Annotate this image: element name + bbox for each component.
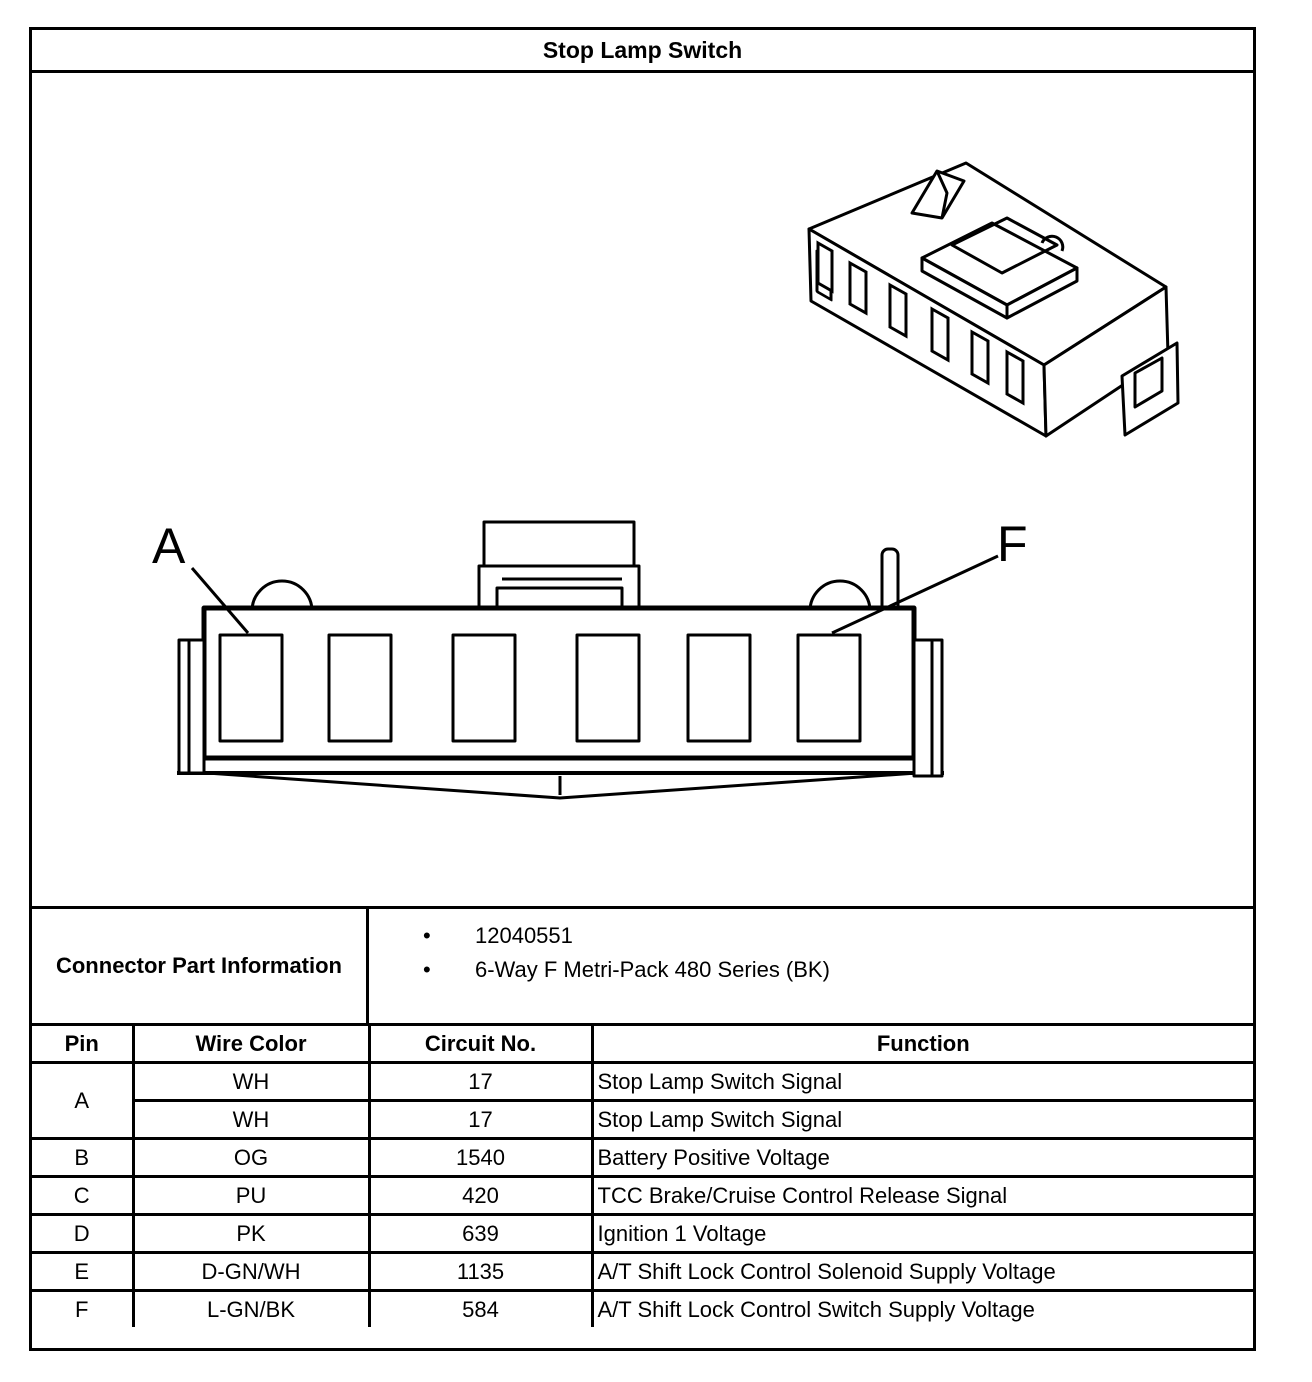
function-cell: TCC Brake/Cruise Control Release Signal: [592, 1177, 1253, 1215]
pin-cell: A: [32, 1063, 133, 1139]
wire-color-cell: WH: [133, 1063, 369, 1101]
function-cell: Ignition 1 Voltage: [592, 1215, 1253, 1253]
connector-info-list: [369, 919, 830, 987]
table-header-row: [32, 1025, 1253, 1063]
circuit-cell: 639: [369, 1215, 592, 1253]
connector-face-view: [177, 522, 944, 798]
connector-part-number: • 12040551: [369, 919, 830, 953]
page-title: Stop Lamp Switch: [32, 30, 1253, 73]
function-cell: Stop Lamp Switch Signal: [592, 1101, 1253, 1139]
connector-description: • 6-Way F Metri-Pack 480 Series (BK): [369, 953, 830, 987]
circuit-cell: 1135: [369, 1253, 592, 1291]
table-row: [32, 1139, 1253, 1177]
function-cell: A/T Shift Lock Control Switch Supply Voltage: [592, 1291, 1253, 1328]
connector-diagram: [32, 73, 1253, 906]
circuit-cell: 17: [369, 1063, 592, 1101]
wire-color-cell: WH: [133, 1101, 369, 1139]
function-cell: A/T Shift Lock Control Solenoid Supply Voltage: [592, 1253, 1253, 1291]
wire-color-cell: D-GN/WH: [133, 1253, 369, 1291]
wire-color-cell: PU: [133, 1177, 369, 1215]
pin-label-a: A: [152, 518, 186, 574]
pin-label-f: F: [997, 516, 1028, 572]
table-row: [32, 1101, 1253, 1139]
connector-sheet: [29, 27, 1256, 1351]
header-pin: Pin: [32, 1025, 133, 1063]
table-row: [32, 1177, 1253, 1215]
circuit-cell: 420: [369, 1177, 592, 1215]
circuit-cell: 1540: [369, 1139, 592, 1177]
pin-cell: F: [32, 1291, 133, 1328]
function-cell: Battery Positive Voltage: [592, 1139, 1253, 1177]
table-row: [32, 1291, 1253, 1328]
header-wire-color: Wire Color: [133, 1025, 369, 1063]
pin-cell: D: [32, 1215, 133, 1253]
circuit-cell: 17: [369, 1101, 592, 1139]
table-row: [32, 1063, 1253, 1101]
table-row: [32, 1253, 1253, 1291]
wire-color-cell: L-GN/BK: [133, 1291, 369, 1328]
header-circuit-no: Circuit No.: [369, 1025, 592, 1063]
function-cell: Stop Lamp Switch Signal: [592, 1063, 1253, 1101]
header-function: Function: [592, 1025, 1253, 1063]
connector-drawing: [32, 73, 1253, 906]
wire-color-cell: OG: [133, 1139, 369, 1177]
pin-cell: E: [32, 1253, 133, 1291]
pin-cell: C: [32, 1177, 133, 1215]
pin-table: [32, 1023, 1253, 1327]
connector-part-info: [32, 906, 1253, 1023]
pin-cell: B: [32, 1139, 133, 1177]
connector-info-label: Connector Part Information: [32, 909, 369, 1023]
table-row: [32, 1215, 1253, 1253]
wire-color-cell: PK: [133, 1215, 369, 1253]
circuit-cell: 584: [369, 1291, 592, 1328]
